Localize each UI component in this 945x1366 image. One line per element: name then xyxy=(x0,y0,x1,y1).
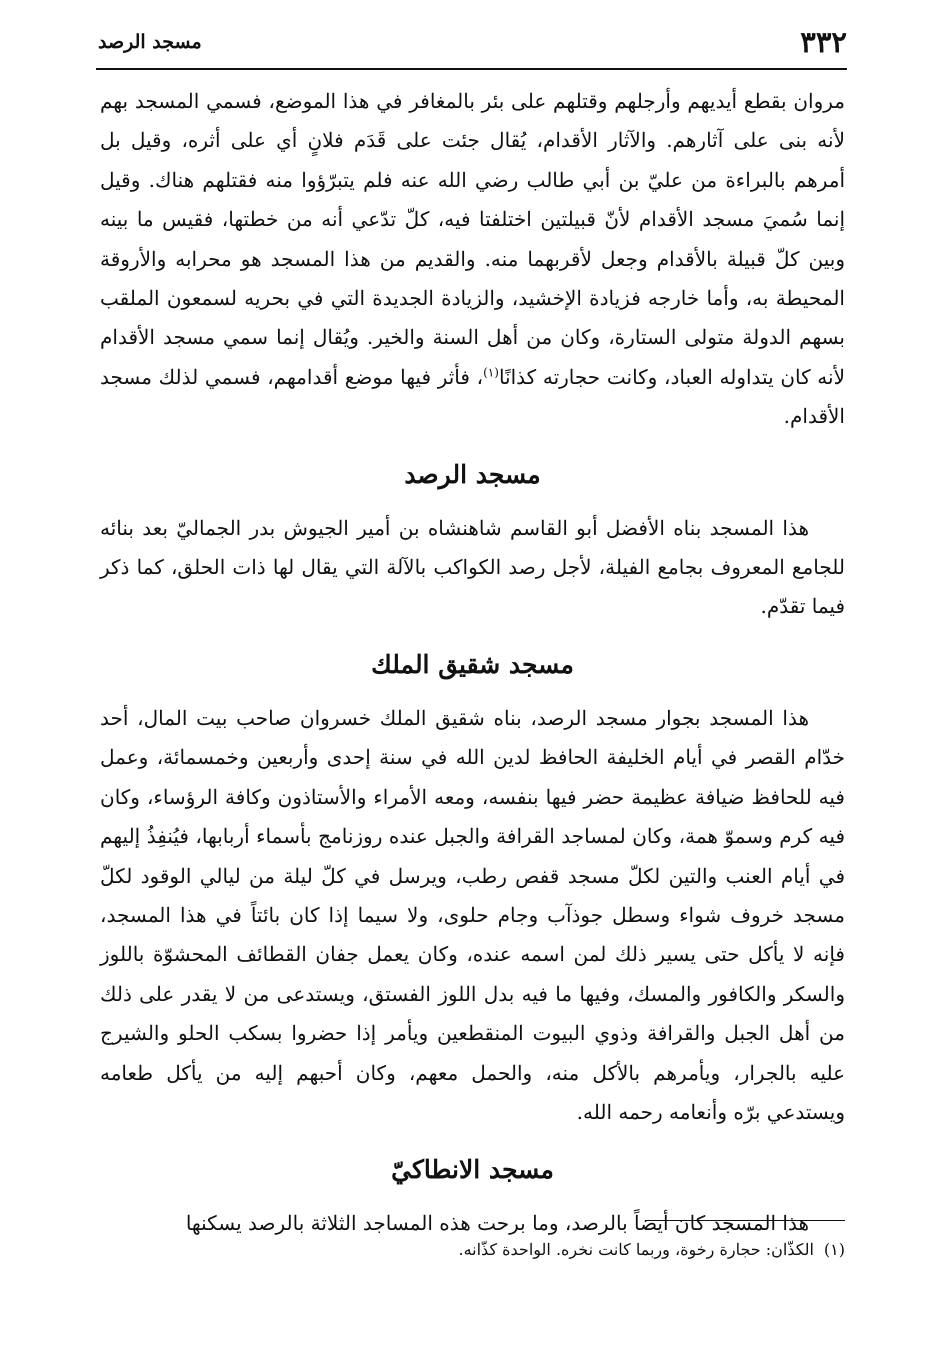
footnote-number: (١) xyxy=(823,1240,845,1259)
header-rule xyxy=(96,68,847,70)
section-masjid-al-antaki xyxy=(100,1150,845,1243)
section-masjid-al-rasad xyxy=(100,455,845,627)
footnote-reference: (١) xyxy=(483,365,499,380)
intro-text: مروان بقطع أيديهم وأرجلهم وقتلهم على بئر بالمغافر في هذا الموضع، فسمي المسجد بهم لأنه بنى على آثارهم. والآثار الأقدام، يُقال جئت على قَدَم فلانٍ أي على أثره، وقيل بل أمرهم بالبراءة من عليّ بن أبي طالب رضي الله عنه فلم يتبرّؤوا منه فقتلهم هناك. وقيل إنما سُميَ مسجد الأقدام لأنّ قبيلتين اختلفتا فيه، كلّ تدّعي أنه من خطتها، فقيس ما بينه وبين كلّ قبيلة بالأقدام وجعل لأقربهما منه. والقديم من هذا المسجد هو محرابه والأروقة المحيطة به، وأما خارجه فزيادة الإخشيد، والزيادة الجديدة التي في بحريه لسمعون الملقب بسهم الدولة متولى الستارة، وكان من أهل السنة والخير. ويُقال إنما سمي مسجد الأقدام لأنه كان يتداوله العباد، وكانت حجارته كذانًا xyxy=(100,89,845,389)
section-paragraph: هذا المسجد كان أيضاً بالرصد، وما برحت هذه المساجد الثلاثة بالرصد يسكنها xyxy=(185,1211,809,1236)
footnote-text: الكذّان: حجارة رخوة، وربما كانت نخره. الواحدة كذّانه. xyxy=(458,1240,814,1259)
intro-tail: ، فأثر فيها موضع أقدامهم، فسمي لذلك مسجد الأقدام. xyxy=(100,364,845,429)
section-title: مسجد الرصد xyxy=(404,459,541,489)
footnote-rule xyxy=(645,1220,845,1221)
section-title: مسجد شقيق الملك xyxy=(371,649,574,679)
section-paragraph: هذا المسجد بناه الأفضل أبو القاسم شاهنشاه بن أمير الجيوش بدر الجماليّ بعد بنائه للجامع المعروف بجامع الفيلة، لأجل رصد الكواكب بالآلة التي يقال لها ذات الحلق، كما ذكر فيما تقدّم. xyxy=(100,515,845,619)
intro-paragraph xyxy=(100,82,845,437)
section-masjid-shaqiq-al-mulk xyxy=(100,645,845,1132)
running-title: مسجد الرصد xyxy=(98,31,202,53)
page-number: ٣٣٢ xyxy=(800,25,847,59)
section-title: مسجد الانطاكيّ xyxy=(391,1155,554,1185)
footnote xyxy=(100,1236,845,1264)
running-head xyxy=(98,22,847,62)
section-paragraph: هذا المسجد بجوار مسجد الرصد، بناه شقيق الملك خسروان صاحب بيت المال، أحد خدّام القصر في أيام الخليفة الحافظ لدين الله في سنة إحدى وأربعين وخمسمائة، وعمل فيه للحافظ ضيافة عظيمة حضر فيها بنفسه، ومعه الأمراء والأستاذون وكافة الرؤساء، وكان فيه كرم وسموّ همة، وكان لمساجد القرافة والجبل عنده روزنامج بأسماء أربابها، فيُنفِذُ إليهم في أيام العنب والتين لكلّ مسجد قفص رطب، ويرسل في كلّ ليلة من ليالي الوقود لكلّ مسجد خروف شواء وسطل جوذآب وجام حلوى، ولا سيما إذا كان بائتاً في هذا المسجد، فإنه لا يأكل حتى يسير ذلك لمن اسمه عنده، وكان يعمل جفان القطائف المحشوّة باللوز والسكر والكافور والمسك، وفيها ما فيه بدل اللوز الفستق، ويستدعى من لا يقدر على ذلك من أهل الجبل والقرافة وذوي البيوت المنقطعين ويأمر إذا حضروا بسكب الحلو والشيرج عليه بالجرار، ويأمرهم بالأكل منه، والحمل معهم، وكان أحبهم إليه من يأكل طعامه ويستدعي برّه وأنعامه رحمه الله. xyxy=(100,705,845,1124)
main-text xyxy=(100,82,845,1244)
